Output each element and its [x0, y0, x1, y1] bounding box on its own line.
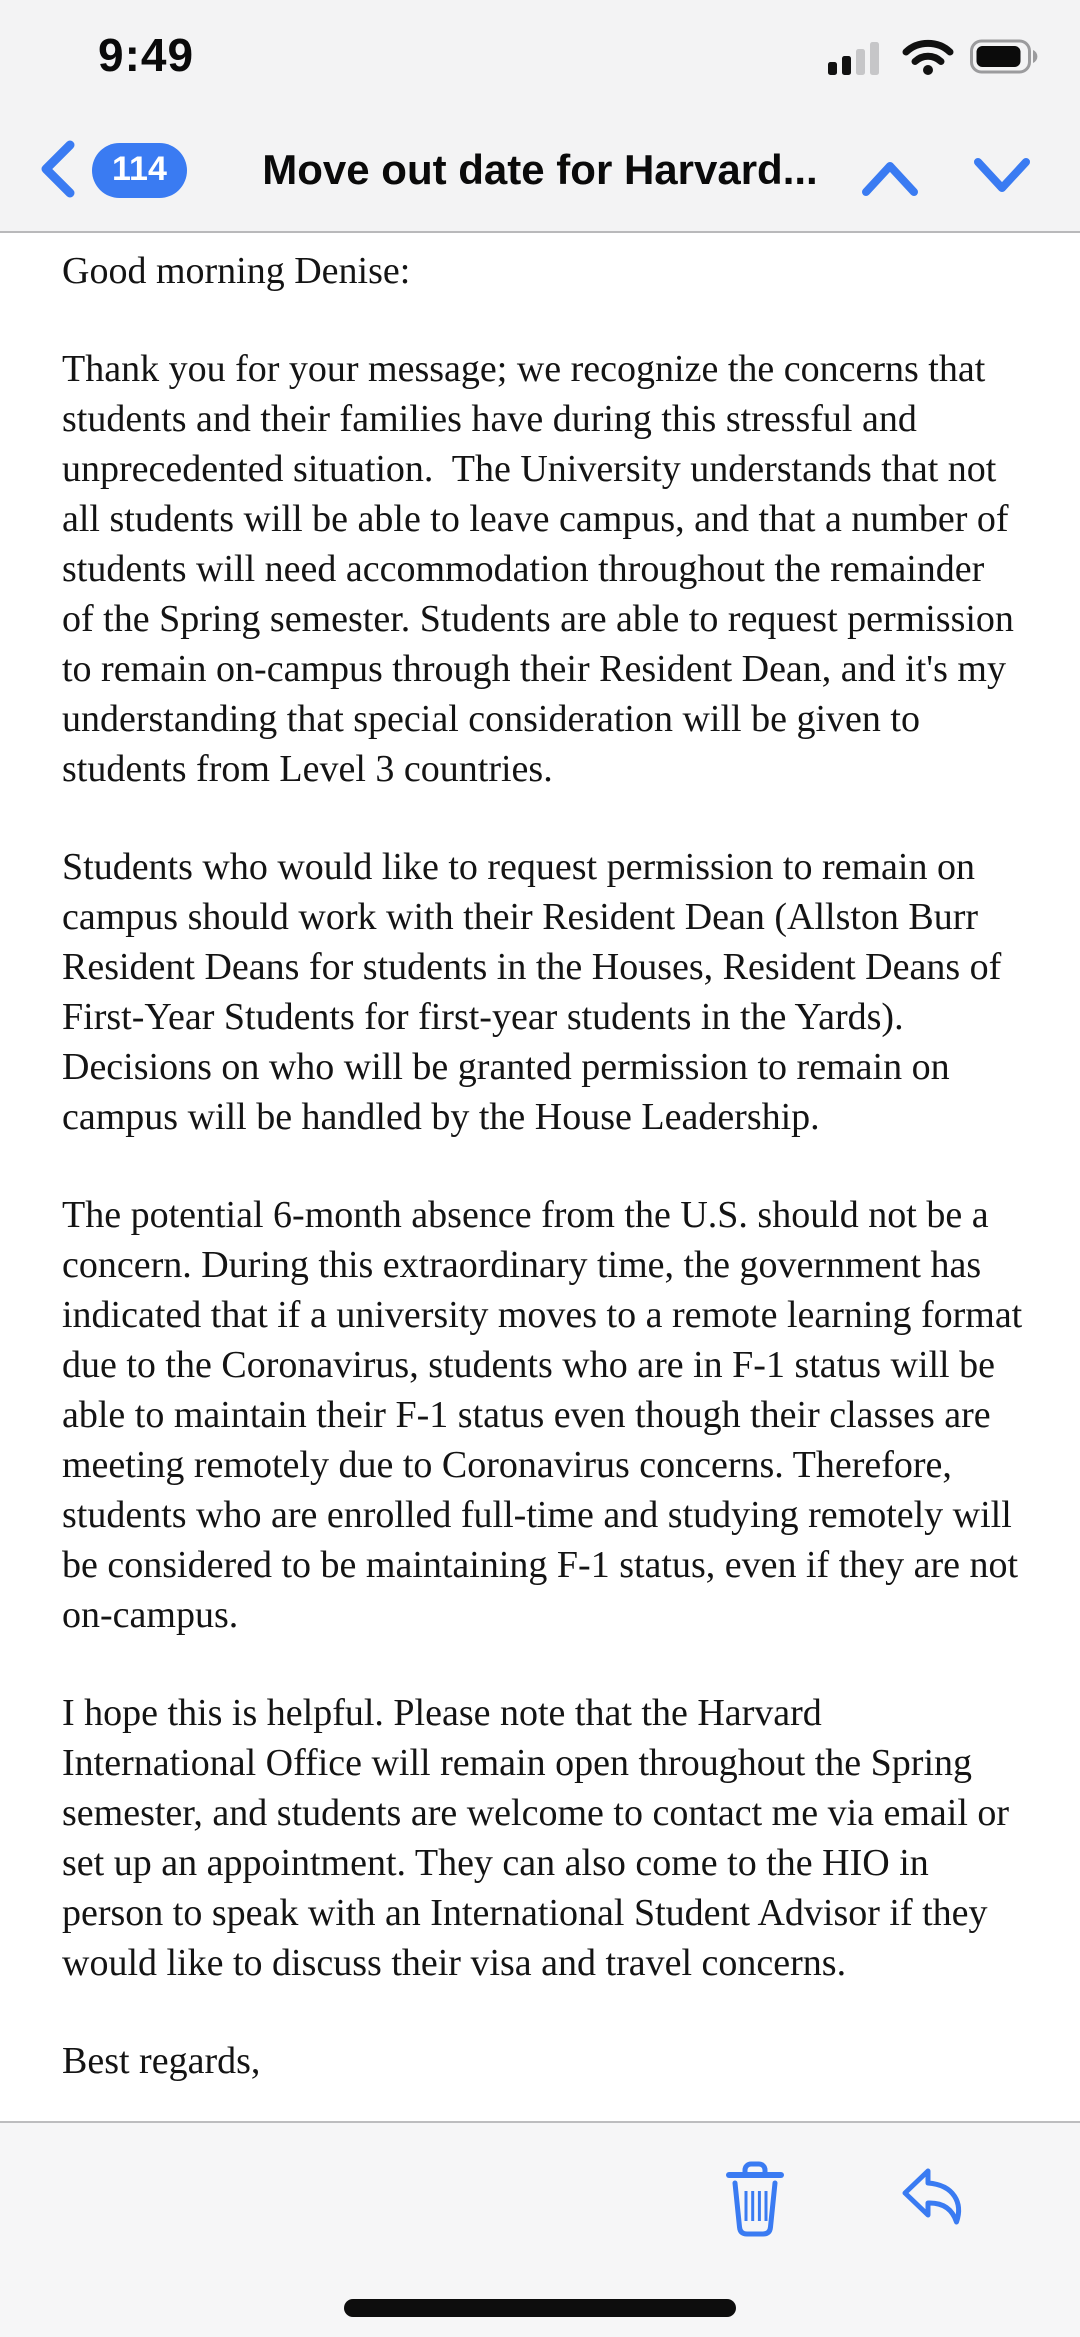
email-paragraph: Thank you for your message; we recognize the concerns that students and their families have during this stressful and unprecedented situation. The University understands that not all students will be able to leave campus, and that a number of students will need accommodation throughout the remainder of the Spring semester. Students are able to request permission to remain on-campus through their Resident Dean, and it's my understanding that special consideration will be given to students from Level 3 countries.	[62, 348, 1024, 790]
status-icons	[828, 38, 1040, 81]
header	[0, 0, 1080, 233]
back-button[interactable]	[36, 138, 187, 203]
email-paragraph: I hope this is helpful. Please note that the Harvard International Office will remain open throughout the Spring semester, and students are welcome to contact me via email or set up an appointment. They can also come to the HIO in person to speak with an International Student Advisor if they would like to discuss their visa and travel concerns.	[62, 1692, 1019, 1984]
delete-button[interactable]	[724, 2161, 786, 2242]
reply-button[interactable]	[898, 2165, 970, 2232]
home-indicator[interactable]	[344, 2299, 736, 2317]
message-navigation	[858, 152, 1034, 205]
chevron-down-icon	[970, 190, 1034, 205]
wifi-icon	[902, 38, 954, 81]
email-paragraph: Students who would like to request permission to remain on campus should work with their Resident Dean (Allston Burr Resident Deans for students in the Houses, Resident Deans of First-Year Students for first-year students in the Yards). Decisions on who will be granted permission to remain on campus will be handled by the House Leadership.	[62, 846, 1011, 1138]
battery-icon	[970, 39, 1040, 80]
message-title: Move out date for Harvard...	[262, 146, 818, 193]
previous-message-button[interactable]	[858, 152, 922, 205]
email-body	[0, 234, 1080, 2337]
next-message-button[interactable]	[970, 152, 1034, 205]
email-paragraph: Best regards,	[62, 2040, 261, 2082]
back-chevron-icon	[36, 138, 78, 203]
chevron-up-icon	[858, 190, 922, 205]
reply-arrow-icon	[898, 2217, 970, 2232]
cellular-signal-icon	[828, 38, 886, 81]
email-paragraph: The potential 6-month absence from the U.S. should not be a concern. During this extraordinary time, the government has indicated that if a university moves to a remote learning format due to the Coronavirus, students who are in F-1 status will be able to maintain their F-1 status even though their classes are meeting remotely due to Coronavirus concerns. Therefore, students who are enrolled full-time and studying remotely will be considered to be maintaining F-1 status, even if they are not on-campus.	[62, 1194, 1032, 1636]
status-time: 9:49	[98, 29, 195, 81]
trash-icon	[724, 2227, 786, 2242]
unread-count-badge: 114	[92, 143, 187, 198]
email-paragraph: Good morning Denise:	[62, 250, 411, 292]
